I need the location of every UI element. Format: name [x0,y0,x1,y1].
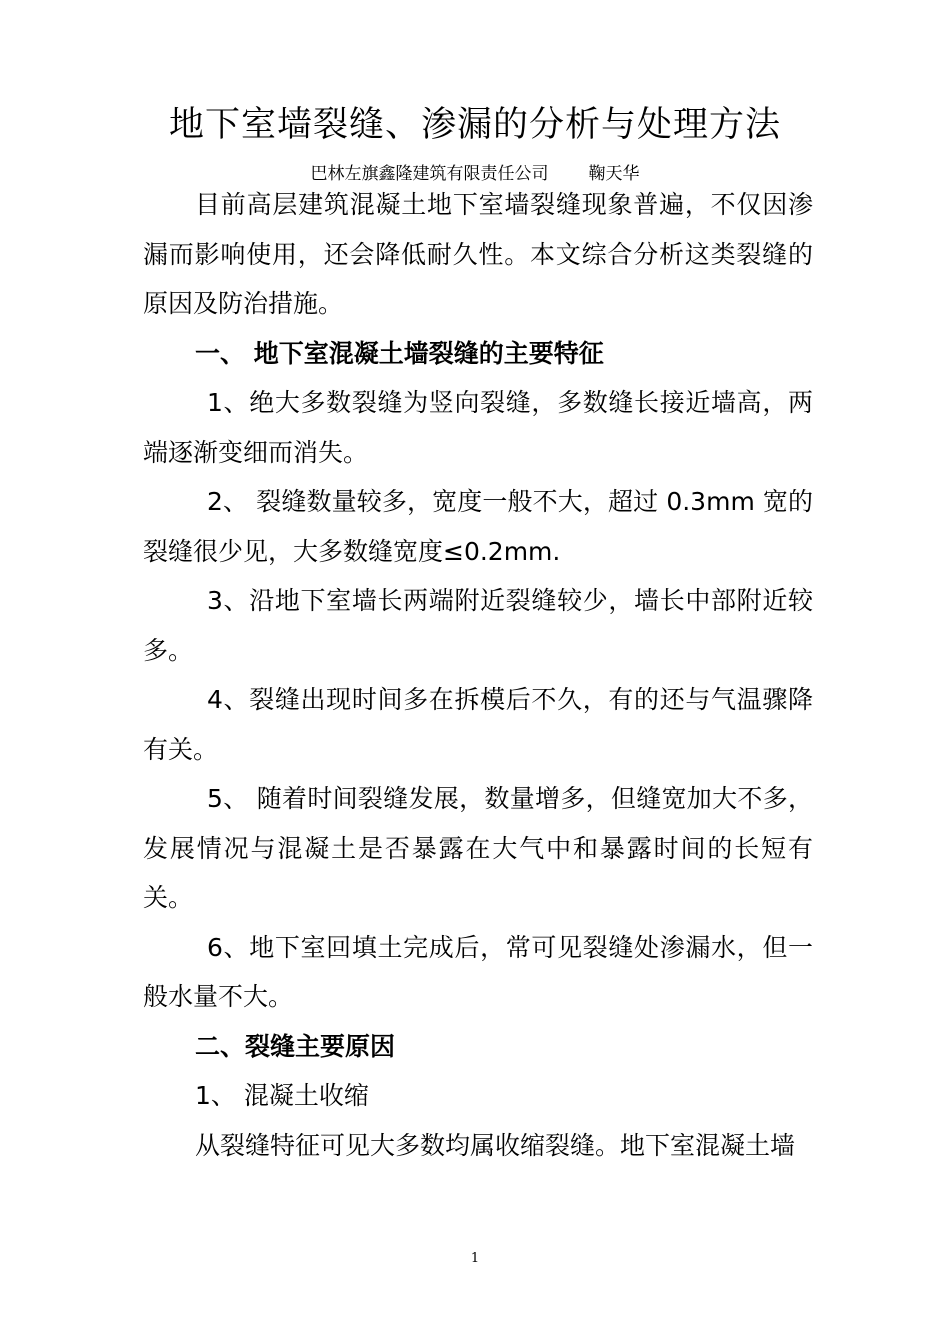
list-item: 3、沿地下室墙长两端附近裂缝较少，墙长中部附近较多。 [143,586,813,665]
intro-paragraph: 目前高层建筑混凝土地下室墙裂缝现象普遍，不仅因渗漏而影响使用，还会降低耐久性。本文综合分析这类裂缝的原因及防治措施。 [143,190,813,318]
author-name: 鞠天华 [588,164,640,184]
page-number: 1 [470,1251,480,1266]
body-paragraph: 从裂缝特征可见大多数均属收缩裂缝。地下室混凝土墙 [195,1130,796,1160]
list-item: 2、 裂缝数量较多，宽度一般不大，超过 0.3mm 宽的裂缝很少见，大多数缝宽度≤0.2mm. [143,487,813,566]
section-heading: 二、裂缝主要原因 [195,1031,396,1061]
list-item: 6、地下室回填土完成后，常可见裂缝处渗漏水，但一般水量不大。 [143,932,813,1011]
document-title: 地下室墙裂缝、渗漏的分析与处理方法 [168,105,781,145]
list-item: 1、绝大多数裂缝为竖向裂缝，多数缝长接近墙高，两端逐渐变细而消失。 [143,388,813,467]
subsection-heading: 1、 混凝土收缩 [195,1081,369,1110]
document-body [143,180,813,1170]
list-item: 4、裂缝出现时间多在拆模后不久，有的还与气温骤降有关。 [143,685,813,764]
section-heading: 一、 地下室混凝土墙裂缝的主要特征 [195,338,604,368]
list-item: 5、 随着时间裂缝发展，数量增多，但缝宽加大不多，发展情况与混凝土是否暴露在大气中和暴露时间的长短有关。 [143,784,813,912]
author-organization: 巴林左旗鑫隆建筑有限责任公司 [310,164,549,184]
